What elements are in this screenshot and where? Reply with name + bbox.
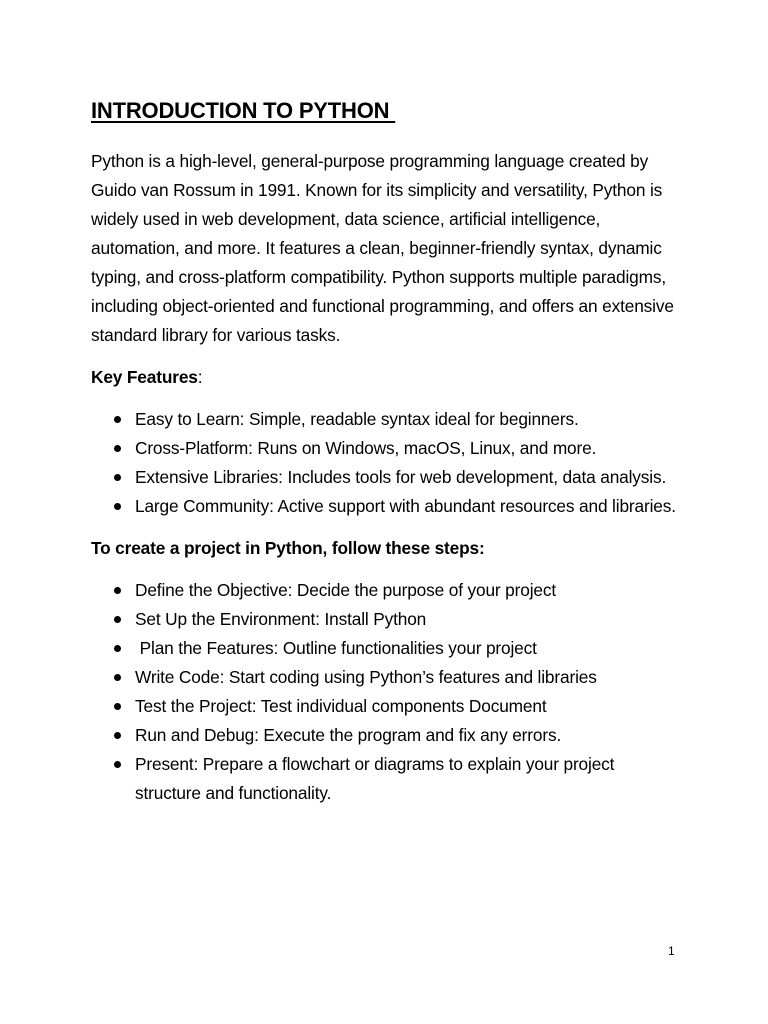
key-features-heading <box>91 363 681 392</box>
bullet-icon <box>114 674 121 681</box>
steps-heading-text: To create a project in Python, follow these steps: <box>91 538 485 558</box>
list-item-text: Test the Project: Test individual components Document <box>135 696 547 716</box>
list-item <box>91 721 681 750</box>
bullet-icon <box>114 587 121 594</box>
bullet-icon <box>114 474 121 481</box>
document-title: INTRODUCTION TO PYTHON <box>91 98 396 123</box>
list-item-text: Set Up the Environment: Install Python <box>135 609 427 629</box>
list-item-text: Large Community: Active support with abundant resources and libraries. <box>135 496 676 516</box>
list-item-text: Plan the Features: Outline functionalities your project <box>135 638 537 658</box>
list-item-text: Define the Objective: Decide the purpose of your project <box>135 580 556 600</box>
key-features-list <box>91 405 681 521</box>
steps-heading <box>91 534 681 563</box>
list-item <box>91 663 681 692</box>
bullet-icon <box>114 645 121 652</box>
list-item <box>91 750 681 808</box>
list-item <box>91 434 681 463</box>
list-item <box>91 405 681 434</box>
steps-list <box>91 576 681 808</box>
list-item-text: Run and Debug: Execute the program and fix any errors. <box>135 725 562 745</box>
list-item-text: Present: Prepare a flowchart or diagrams to explain your project structure and functionality. <box>135 754 619 803</box>
list-item <box>91 492 681 521</box>
document-content <box>91 96 681 808</box>
intro-paragraph: Python is a high-level, general-purpose programming language created by Guido van Rossum in 1991. Known for its simplicity and versatility, Python is widely used in web development, data science, artificial intelligence, automation, and more. It features a clean, beginner-friendly syntax, dynamic typing, and cross-platform compatibility. Python supports multiple paradigms, including object-oriented and functional programming, and offers an extensive standard library for various tasks. <box>91 151 674 345</box>
bullet-icon <box>114 761 121 768</box>
list-item <box>91 692 681 721</box>
list-item-text: Write Code: Start coding using Python’s features and libraries <box>135 667 597 687</box>
list-item <box>91 463 681 492</box>
bullet-icon <box>114 732 121 739</box>
bullet-icon <box>114 416 121 423</box>
key-features-heading-colon: : <box>197 367 203 387</box>
bullet-icon <box>114 445 121 452</box>
bullet-icon <box>114 503 121 510</box>
bullet-icon <box>114 703 121 710</box>
list-item-text: Extensive Libraries: Includes tools for web development, data analysis. <box>135 467 667 487</box>
list-item-text: Cross-Platform: Runs on Windows, macOS, Linux, and more. <box>135 438 597 458</box>
list-item <box>91 634 681 663</box>
list-item <box>91 605 681 634</box>
list-item <box>91 576 681 605</box>
list-item-text: Easy to Learn: Simple, readable syntax ideal for beginners. <box>135 409 579 429</box>
bullet-icon <box>114 616 121 623</box>
key-features-heading-text: Key Features <box>91 367 198 387</box>
page-number: 1 <box>668 944 675 958</box>
